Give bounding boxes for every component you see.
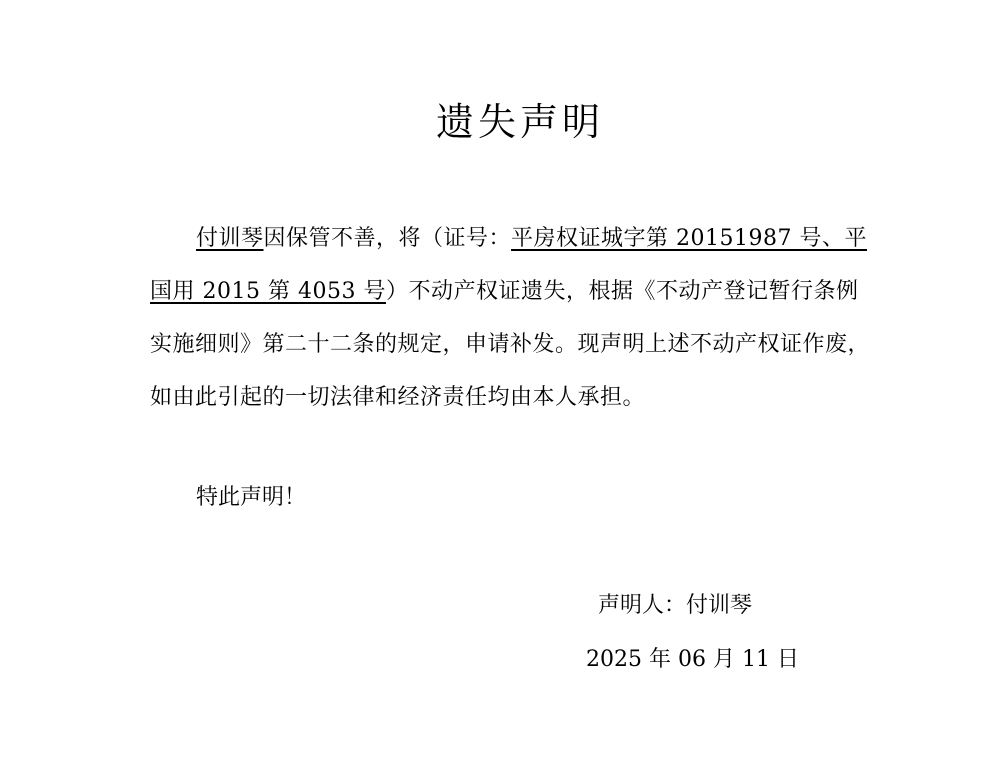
document-title: 遗失声明: [435, 100, 604, 144]
declarant-name: 付训琴: [196, 226, 264, 251]
declaration-body: [150, 212, 870, 424]
signatory-line: [598, 586, 752, 626]
declaration-paragraph: [150, 212, 870, 424]
certificate-number: 平房权证城字第 20151987 号、平国用 2015 第 4053 号: [150, 226, 867, 304]
signatory-label: 声明人：: [598, 593, 687, 618]
signatory-name: 付训琴: [686, 593, 753, 618]
closing-statement: 特此声明！: [196, 485, 307, 510]
body-text-part-2: ）不动产权证遗失，根据《不动产登记暂行条例实施细则》第二十二条的规定，申请补发。现声明上述不动产权证作废，如由此引起的一切法律和经济责任均由本人承担。: [150, 279, 871, 410]
body-text-part-1: 因保管不善，将（证号：: [263, 226, 512, 251]
declaration-date: 2025 年 06 月 11 日: [586, 647, 799, 672]
